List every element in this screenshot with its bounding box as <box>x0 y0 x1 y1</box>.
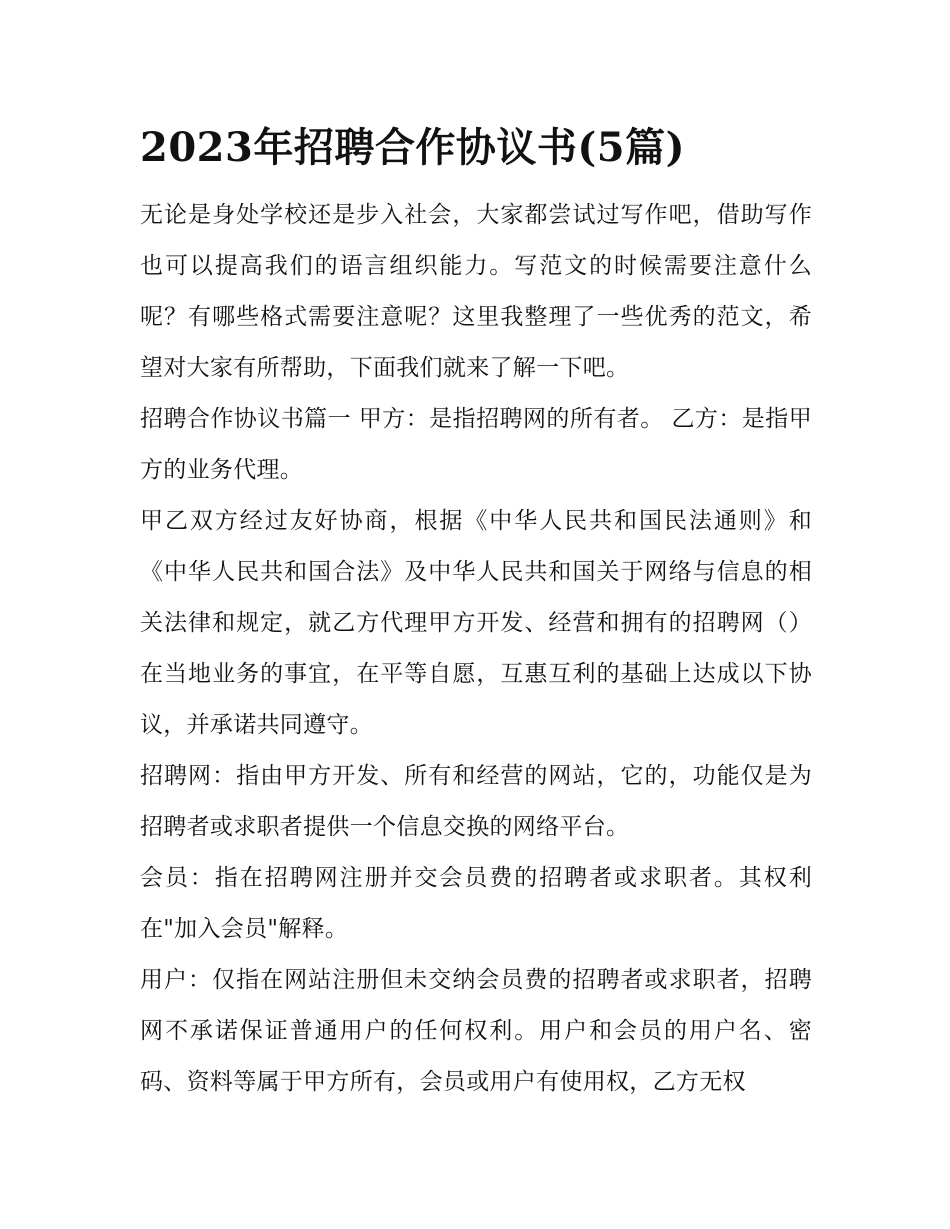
document-page <box>140 118 812 1108</box>
definition-member-paragraph: 会员：指在招聘网注册并交会员费的招聘者或求职者。其权利在"加入会员"解释。 <box>140 865 812 942</box>
document-title: 2023年招聘合作协议书(5篇) <box>140 124 686 171</box>
definition-recruitment-site-paragraph: 招聘网：指由甲方开发、所有和经营的网站，它的，功能仅是为招聘者或求职者提供一个信息交换的网络平台。 <box>140 763 812 840</box>
intro-paragraph: 无论是身处学校还是步入社会，大家都尝试过写作吧，借助写作也可以提高我们的语言组织能力。写范文的时候需要注意什么呢？有哪些格式需要注意呢？这里我整理了一些优秀的范文，希望对大家有所帮助，下面我们就来了解一下吧。 <box>140 202 812 381</box>
agreement-basis-paragraph: 甲乙双方经过友好协商，根据《中华人民共和国民法通则》和《中华人民共和国合法》及中华人民共和国关于网络与信息的相关法律和规定，就乙方代理甲方开发、经营和拥有的招聘网（）在当地业务的事宜，在平等自愿，互惠互利的基础上达成以下协议，并承诺共同遵守。 <box>140 508 812 738</box>
parties-paragraph: 招聘合作协议书篇一 甲方：是指招聘网的所有者。 乙方：是指甲方的业务代理。 <box>140 406 812 483</box>
definition-user-paragraph: 用户：仅指在网站注册但未交纳会员费的招聘者或求职者，招聘网不承诺保证普通用户的任何权利。用户和会员的用户名、密码、资料等属于甲方所有，会员或用户有使用权，乙方无权 <box>140 967 812 1095</box>
